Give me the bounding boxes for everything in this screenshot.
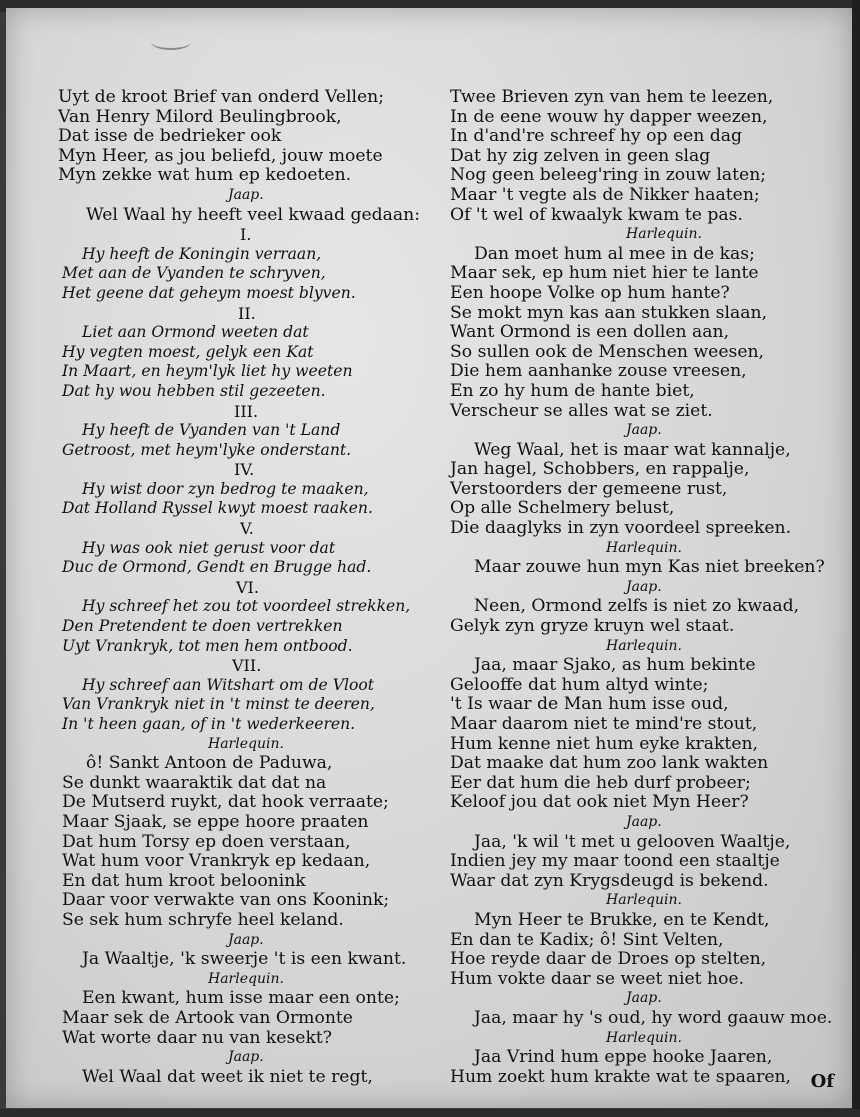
speaker-name: Jaap. <box>626 990 662 1007</box>
verse-line: Wat worte daar nu van kesekt? <box>62 1027 332 1048</box>
verse-line: Maar sek de Artook van Ormonte <box>62 1007 353 1028</box>
verse-line: Maar daarom niet te mind're stout, <box>450 714 758 734</box>
speaker-name: Jaap. <box>228 1049 264 1066</box>
verse-line: 't Is waar de Man hum isse oud, <box>450 694 729 715</box>
verse-line: Neen, Ormond zelfs is niet zo kwaad, <box>474 596 800 617</box>
verse-line: Liet aan Ormond weeten dat <box>82 323 309 342</box>
verse-line: Uyt Vrankryk, tot men hem ontbood. <box>62 636 353 655</box>
stanza-number: I. <box>240 225 252 245</box>
speaker-name: Harlequin. <box>208 970 284 987</box>
verse-line: In 't heen gaan, of in 't wederkeeren. <box>62 715 356 733</box>
ink-smudge <box>151 34 191 50</box>
verse-line: Myn Heer, as jou beliefd, jouw moete <box>58 145 383 166</box>
verse-line: Van Henry Milord Beulingbrook, <box>58 106 342 127</box>
verse-line: Keloof jou dat ook niet Myn Heer? <box>450 792 749 813</box>
verse-line: Jaa, 'k wil 't met u gelooven Waaltje, <box>474 831 791 852</box>
catchword: Of <box>810 1071 834 1092</box>
verse-line: Een hoope Volke op hum hante? <box>450 282 730 303</box>
verse-line: Hoe reyde daar de Droes op stelten, <box>450 949 767 970</box>
verse-line: ô! Sankt Antoon de Paduwa, <box>86 753 333 774</box>
verse-line: Hy heeft de Vyanden van 't Land <box>82 421 341 440</box>
verse-line: Verstoorders der gemeene rust, <box>450 478 728 499</box>
stanza-number: IV. <box>234 460 255 480</box>
verse-line: Dat isse de bedrieker ook <box>58 126 282 147</box>
verse-line: Hy wist door zyn bedrog te maaken, <box>82 479 369 498</box>
verse-line: Hy was ook niet gerust voor dat <box>82 538 336 557</box>
verse-line: Verscheur se alles wat se ziet. <box>450 400 713 421</box>
verse-line: Een kwant, hum isse maar een onte; <box>82 988 400 1009</box>
verse-line: Twee Brieven zyn van hem te leezen, <box>450 87 774 107</box>
verse-line: Jan hagel, Schobbers, en rappalje, <box>450 459 750 480</box>
verse-line: En zo hy hum de hante biet, <box>450 380 695 401</box>
verse-line: De Mutserd ruykt, dat hook verraate; <box>62 792 389 813</box>
verse-line: Die hem aanhanke zouse vreesen, <box>450 361 747 382</box>
verse-line: Dat hum Torsy ep doen verstaan, <box>62 831 351 852</box>
verse-line: Waar dat zyn Krygsdeugd is bekend. <box>450 870 769 891</box>
speaker-name: Harlequin. <box>626 226 702 243</box>
verse-line: Maar sek, ep hum niet hier te lante <box>450 263 759 284</box>
verse-line: Se mokt myn kas aan stukken slaan, <box>450 302 768 323</box>
verse-line: Daar voor verwakte van ons Koonink; <box>62 890 390 911</box>
verse-line: Hy schreef aan Witshart om de Vloot <box>82 675 374 694</box>
verse-line: Duc de Ormond, Gendt en Brugge had. <box>62 558 372 577</box>
verse-line: Nog geen beleeg'ring in zouw laten; <box>450 165 767 186</box>
verse-line: Se dunkt waaraktik dat dat na <box>62 772 327 793</box>
verse-line: Het geene dat geheym moest blyven. <box>62 283 356 302</box>
speaker-name: Jaap. <box>626 578 662 595</box>
left-verse-column <box>58 87 421 1087</box>
stanza-number: VI. <box>236 577 259 597</box>
verse-line: Se sek hum schryfe heel keland. <box>62 909 344 930</box>
verse-line: Ja Waaltje, 'k sweerje 't is een kwant. <box>82 949 407 970</box>
verse-line: Wel Waal dat weet ik niet te regt, <box>82 1066 373 1087</box>
verse-line: Gelooffe dat hum altyd winte; <box>450 674 709 695</box>
verse-line: Myn zekke wat hum ep kedoeten. <box>58 165 352 186</box>
verse-line: In Maart, en heym'lyk liet hy weeten <box>62 362 353 381</box>
scan-edge-right <box>852 0 860 1117</box>
verse-line: Den Pretendent te doen vertrekken <box>62 617 343 636</box>
verse-line: Uyt de kroot Brief van onderd Vellen; <box>58 87 385 107</box>
verse-line: Maar zouwe hun myn Kas niet breeken? <box>474 557 825 578</box>
verse-line: Eer dat hum die heb durf probeer; <box>450 772 751 793</box>
verse-line: Dat hy wou hebben stil gezeeten. <box>62 381 326 400</box>
verse-line: Jaa, maar hy 's oud, hy word gaauw moe. <box>474 1007 833 1028</box>
speaker-name: Harlequin. <box>606 892 682 909</box>
verse-line: Wat hum voor Vrankryk ep kedaan, <box>62 851 371 872</box>
speaker-name: Harlequin. <box>208 735 284 752</box>
stanza-number: II. <box>238 303 256 323</box>
speaker-name: Jaap. <box>228 186 264 203</box>
speaker-name: Jaap. <box>626 813 662 830</box>
verse-line: Dat hy zig zelven in geen slag <box>450 145 711 166</box>
verse-line: So sullen ook de Menschen weesen, <box>450 341 765 362</box>
verse-line: Want Ormond is een dollen aan, <box>450 322 730 343</box>
verse-line: Hum vokte daar se weet niet hoe. <box>450 968 745 989</box>
stanza-number: III. <box>234 401 259 421</box>
verse-line: Van Vrankryk niet in 't minst te deeren, <box>62 695 375 714</box>
speaker-name: Harlequin. <box>606 539 682 556</box>
stanza-number: VII. <box>232 656 262 676</box>
verse-line: Dat maake dat hum zoo lank wakten <box>450 753 769 774</box>
verse-line: Of 't wel of kwaalyk kwam te pas. <box>450 204 743 225</box>
verse-line: Maar Sjaak, se eppe hoore praaten <box>62 811 369 832</box>
right-verse-column <box>450 87 833 1087</box>
verse-line: Indien jey my maar toond een staaltje <box>450 851 780 872</box>
verse-line: En dat hum kroot beloonink <box>62 870 306 891</box>
verse-line: Weg Waal, het is maar wat kannalje, <box>474 439 791 460</box>
verse-line: In de eene wouw hy dapper weezen, <box>450 106 768 127</box>
speaker-name: Jaap. <box>228 931 264 948</box>
verse-line: Hum zoekt hum krakte wat te spaaren, <box>450 1066 792 1087</box>
verse-line: Die daaglyks in zyn voordeel spreeken. <box>450 518 792 539</box>
verse-line: Maar 't vegte als de Nikker haaten; <box>450 184 760 205</box>
verse-line: Myn Heer te Brukke, en te Kendt, <box>474 909 770 930</box>
verse-line: Gelyk zyn gryze kruyn wel staat. <box>450 616 735 637</box>
verse-line: Hy heeft de Koningin verraan, <box>82 244 322 263</box>
verse-line: Getroost, met heym'lyke onderstant. <box>62 440 352 459</box>
verse-line: Hum kenne niet hum eyke krakten, <box>450 733 759 754</box>
speaker-name: Jaap. <box>626 422 662 439</box>
verse-line: Dat Holland Ryssel kwyt moest raaken. <box>62 499 373 518</box>
verse-line: Hy schreef het zou tot voordeel strekken, <box>82 597 411 616</box>
scan-edge-bottom <box>0 1109 860 1117</box>
verse-line: Op alle Schelmery belust, <box>450 498 675 519</box>
verse-line: Dan moet hum al mee in de kas; <box>474 243 755 264</box>
verse-line: Wel Waal hy heeft veel kwaad gedaan: <box>86 204 421 225</box>
verse-line: En dan te Kadix; ô! Sint Velten, <box>450 929 724 950</box>
speaker-name: Harlequin. <box>606 1029 682 1046</box>
verse-line: Jaa, maar Sjako, as hum bekinte <box>474 655 756 676</box>
speaker-name: Harlequin. <box>606 637 682 654</box>
verse-line: In d'and're schreef hy op een dag <box>450 126 743 147</box>
verse-line: Met aan de Vyanden te schryven, <box>62 264 326 283</box>
stanza-number: V. <box>240 519 254 539</box>
verse-line: Jaa Vrind hum eppe hooke Jaaren, <box>474 1047 773 1068</box>
verse-line: Hy vegten moest, gelyk een Kat <box>62 342 314 361</box>
